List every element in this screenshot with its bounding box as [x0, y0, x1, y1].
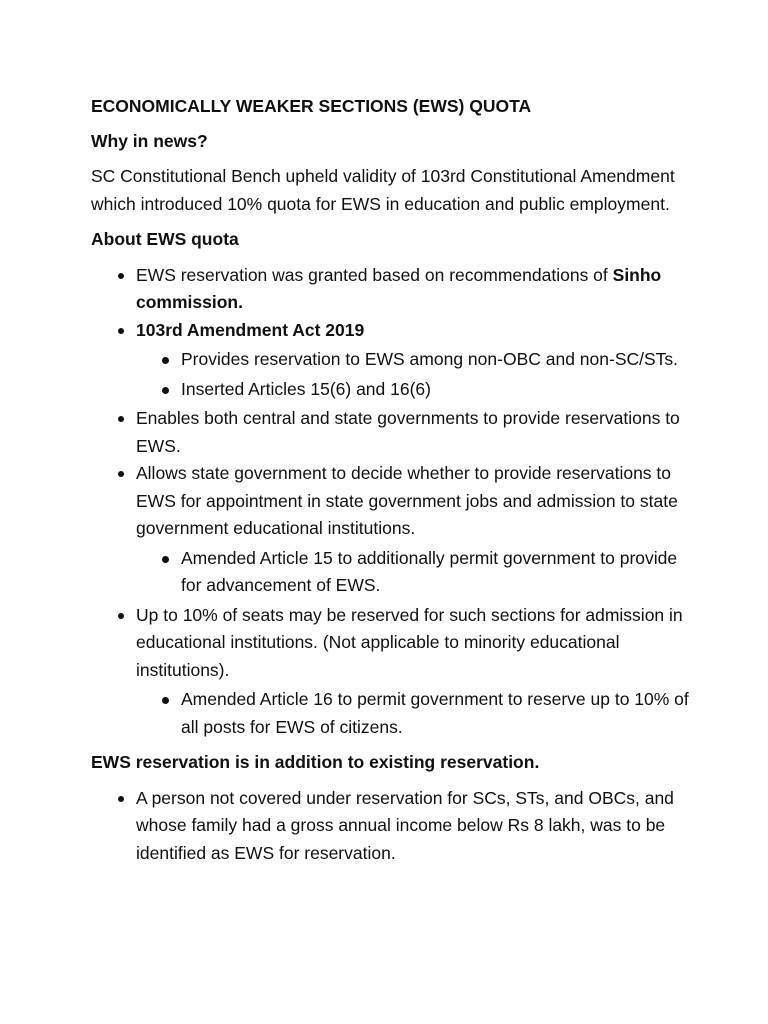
why-in-news-heading: Why in news? — [91, 130, 208, 151]
document-page — [91, 93, 691, 867]
list-item-text: Allows state government to decide whether to provide reservations to EWS for appointment in state government jobs and admission to state government educational institutions. — [136, 463, 678, 538]
article-15-sublist — [136, 545, 691, 600]
sinho-commission-bold: Sinho commission. — [136, 264, 662, 312]
list-item-central-state: Enables both central and state governments to provide reservations to EWS. — [91, 405, 691, 460]
sublist-item: Inserted Articles 15(6) and 16(6) — [136, 376, 691, 404]
list-item-text: EWS reservation was granted based on recommendations of — [136, 264, 613, 285]
list-item-ten-percent-seats — [91, 602, 691, 742]
about-ews-list — [91, 262, 691, 742]
list-item-text: Up to 10% of seats may be reserved for such sections for admission in educational institutions. (Not applicable to minority educational institutions). — [136, 604, 683, 680]
list-item-state-decide — [91, 460, 691, 600]
article-16-sublist — [136, 686, 691, 741]
sublist-item: Provides reservation to EWS among non-OBC and non-SC/STs. — [136, 346, 691, 374]
list-item-ews-identification: A person not covered under reservation for SCs, STs, and OBCs, and whose family had a gross annual income below Rs 8 lakh, was to be identified as EWS for reservation. — [91, 785, 691, 868]
amendment-act-bold: 103rd Amendment Act 2019 — [136, 319, 365, 340]
document-title: ECONOMICALLY WEAKER SECTIONS (EWS) QUOTA — [91, 96, 532, 116]
list-item-sinho-commission — [91, 262, 691, 317]
list-item-103rd-amendment — [91, 317, 691, 404]
why-in-news-paragraph: SC Constitutional Bench upheld validity of 103rd Constitutional Amendment which introduced 10% quota for EWS in education and public employment. — [91, 166, 675, 214]
addition-list — [91, 785, 691, 868]
amendment-sublist — [136, 346, 691, 403]
sublist-item: Amended Article 15 to additionally permit government to provide for advancement of EWS. — [136, 545, 691, 600]
sublist-item: Amended Article 16 to permit government to reserve up to 10% of all posts for EWS of citizens. — [136, 686, 691, 741]
about-ews-heading: About EWS quota — [91, 229, 239, 249]
addition-heading: EWS reservation is in addition to existing reservation. — [91, 752, 540, 772]
